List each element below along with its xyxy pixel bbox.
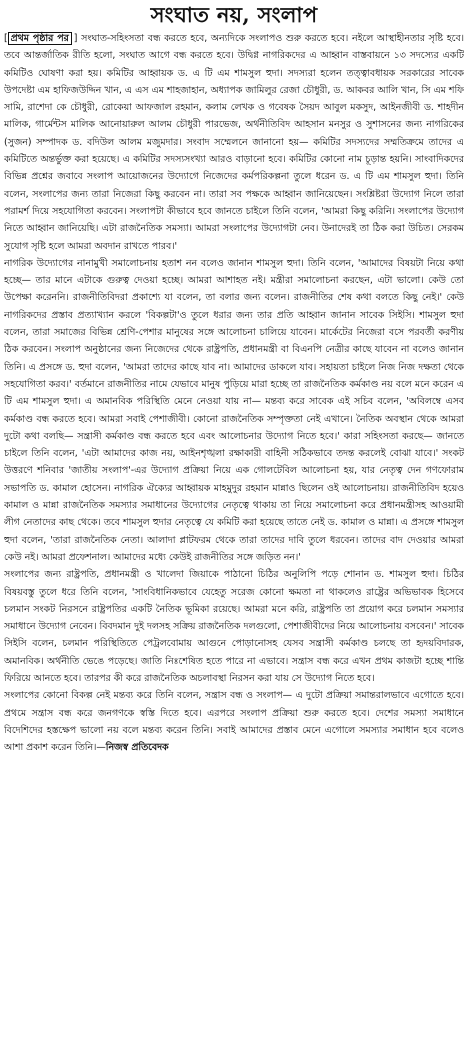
paragraph-text: সংলাপের কোনো বিকল্প নেই মন্তব্য করে তিনি বলেন, সন্ত্রাস বন্ধ ও সংলাপ— এ দুটো প্রক্রিয়া সমান্তরালভাবে এগোতে হবে। প্রথমে সন্ত্রাস বন্ধ করে জনগণকে স্বস্তি দিতে হবে। এরপরে সংলাপ প্রক্রিয়া শুরু করতে হবে। দেশের সমস্যা সমাধানে বিদেশিদের হস্তক্ষেপ ভালো নয় বলে মন্তব্য করেন তিনি। সবাই আমাদের প্রস্তাব মেনে এগোলে সমস্যার সমাধান হবে বলেও আশা প্রকাশ করেন তিনি। [4, 690, 464, 754]
article-body [4, 30, 464, 1048]
continued-from-front-page-label: প্রথম পৃষ্ঠার পর [8, 32, 72, 45]
article-headline: সংঘাত নয়, সংলাপ [150, 2, 318, 27]
byline: নিজস্ব প্রতিবেদক [105, 742, 169, 754]
article-paragraph: সংলাপের জন্য রাষ্ট্রপতি, প্রধানমন্ত্রী ও খালেদা জিয়াকে পাঠানো চিঠির অনুলিপি পড়ে শোনান ড. শামসুল হুদা। চিঠির বিষয়বস্তু তুলে ধরে তিনি বলেন, 'সাংবিধানিকভাবে যেহেতু সরেজ কোনো ক্ষমতা না থাকলেও রাষ্ট্রের অভিভাবক হিসেবে চলমান সংকট নিরসনে রাষ্ট্রপতির একটি নৈতিক ভূমিকা রয়েছে। আমরা মনে করি, রাষ্ট্রপতি তা প্রয়োগ করে চলমান সমস্যার সমাধানে উদ্যোগ নেবেন। বিবদমান দুই দলসহ সক্রিয় রাজনৈতিক দলগুলো, পেশাজীবীদের নিয়ে আলোচনায় বসবেন।' সাবেক সিইসি বলেন, চলমান পরিস্থিতিতে পেট্রলবোমায় আগুনে পোড়ানোসহ যেসব সন্ত্রাসী কর্মকাণ্ড চলছে তা হৃদয়বিদারক, অমানবিক। অর্থনীতি ভেঙে পড়েছে। জাতি নিঃশেষিত হতে পারে না এভাবে। সন্ত্রাস বন্ধ করে এখন প্রথম কাজটা হচ্ছে শান্তি ফিরিয়ে আনতে হবে। তারপর কী করে রাজনৈতিক অচলাবস্থা নিরসন করা যায় সে উদ্যোগ নিতে হবে। [4, 569, 464, 684]
paragraph-text: সংঘাত-সহিংসতা বন্ধ করতে হবে, অন্যদিকে সংলাপও শুরু করতে হবে। নইলে আস্থাহীনতার সৃষ্টি হবে। তবে আন্তর্জাতিক রীতি হলো, সংঘাত আগে বন্ধ করতে হবে। উদ্বিগ্ন নাগরিকদের এ আহ্বান বাস্তবায়নে ১৩ সদস্যের একটি কমিটিও ঘোষণা করা হয়। কমিটির আহ্বায়ক ড. এ টি এম শামসুল হুদা। সদস্যরা হলেন তত্ত্বাবধায়ক সরকারের সাবেক উপদেষ্টা এম হাফিজউদ্দিন খান, এ এস এম শাহজাহান, অধ্যাপক জামিলুর রেজা চৌধুরী, ড. আকবর আলি খান, সি এম শফি সামি, রাশেদা কে চৌধুরী, রোকেয়া আফজাল রহমান, কলাম লেখক ও গবেষক সৈয়দ আবুল মকসুদ, আইনজীবী ড. শাহদীন মালিক, গার্মেন্টস মালিক আনোয়ারুল আলম চৌধুরী পারভেজ, অর্থনীতিবিদ আহসান মনসুর ও সুশাসনের জন্য নাগরিকের (সুজন) সম্পাদক ড. বদিউল আলম মজুমদার। সংবাদ সম্মেলনে জানানো হয়— কমিটির সদস্যদের সম্মতিক্রমে তাদের এ কমিটিতে অন্তর্ভুক্ত করা হয়েছে। এ কমিটির সদস্যসংখ্যা আরও বাড়ানো হবে। কমিটির কোনো নাম চূড়ান্ত হয়নি। সাংবাদিকদের বিভিন্ন প্রশ্নের জবাবে সংলাপ আয়োজনের উদ্যোগে নিজেদের কর্মপরিকল্পনা তুলে ধরেন ড. এ টি এম শামসুল হুদা। তিনি বলেন, সংলাপের জন্য তারা নিজেরা কিছু করবেন না। তারা সব পক্ষকে আহ্বান জানিয়েছেন। সংশ্লিষ্টরা উদ্যোগ নিলে তারা পরামর্শ দিয়ে সহযোগিতা করবেন। সংলাপটা কীভাবে হবে জানতে চাইলে তিনি বলেন, 'আমরা কিছু করিনি। সংলাপের উদ্যোগ নিতে আহ্বান জানিয়েছি। এটা রাজনৈতিক সমস্যা। আমরা সংলাপের উদ্যোগটা নেব। উনাদেরই তা ঠিক করা উচিত। সেরকম সুযোগ সৃষ্টি হলে আমরা অবদান রাখতে পারব।' [4, 33, 464, 252]
article-paragraph [4, 687, 464, 756]
byline-dash: — [96, 742, 106, 754]
article-paragraph: [ প্রথম পৃষ্ঠার পর ] সংঘাত-সহিংসতা বন্ধ করতে হবে, অন্যদিকে সংলাপও শুরু করতে হবে। নইলে আস্থাহীনতার সৃষ্টি হবে। তবে আন্তর্জাতিক রীতি হলো, সংঘাত আগে বন্ধ করতে হবে। উদ্বিগ্ন নাগরিকদের এ আহ্বান বাস্তবায়নে ১৩ সদস্যের একটি কমিটিও ঘোষণা করা হয়। কমিটির আহ্বায়ক ড. এ টি এম শামসুল হুদা। সদস্যরা হলেন তত্ত্বাবধায়ক সরকারের সাবেক উপদেষ্টা এম হাফিজউদ্দিন খান, এ এস এম শাহজাহান, অধ্যাপক জামিলুর রেজা চৌধুরী, ড. আকবর আলি খান, সি এম শফি সামি, রাশেদা কে চৌধুরী, রোকেয়া আফজাল রহমান, কলাম লেখক ও গবেষক সৈয়দ আবুল মকসুদ, আইনজীবী ড. শাহদীন মালিক, গার্মেন্টস মালিক আনোয়ারুল আলম চৌধুরী পারভেজ, অর্থনীতিবিদ আহসান মনসুর ও সুশাসনের জন্য নাগরিকের (সুজন) সম্পাদক ড. বদিউল আলম মজুমদার। সংবাদ সম্মেলনে জানানো হয়— কমিটির সদস্যদের সম্মতিক্রমে তাদের এ কমিটিতে অন্তর্ভুক্ত করা হয়েছে। এ কমিটির সদস্যসংখ্যা আরও বাড়ানো হবে। কমিটির কোনো নাম চূড়ান্ত হয়নি। সাংবাদিকদের বিভিন্ন প্রশ্নের জবাবে সংলাপ আয়োজনের উদ্যোগে নিজেদের কর্মপরিকল্পনা তুলে ধরেন ড. এ টি এম শামসুল হুদা। তিনি বলেন, সংলাপের জন্য তারা নিজেরা কিছু করবেন না। তারা সব পক্ষকে আহ্বান জানিয়েছেন। সংশ্লিষ্টরা উদ্যোগ নিলে তারা পরামর্শ দিয়ে সহযোগিতা করবেন। সংলাপটা কীভাবে হবে জানতে চাইলে তিনি বলেন, 'আমরা কিছু করিনি। সংলাপের উদ্যোগ নিতে আহ্বান জানিয়েছি। এটা রাজনৈতিক সমস্যা। আমরা সংলাপের উদ্যোগটা নেব। উনাদেরই তা ঠিক করা উচিত। সেরকম সুযোগ সৃষ্টি হলে আমরা অবদান রাখতে পারব।' [4, 33, 464, 252]
article-paragraph: নাগরিক উদ্যোগের নানামুখী সমালোচনায় হতাশ নন বলেও জানান শামসুল হুদা। তিনি বলেন, 'আমাদের বিষয়টা নিয়ে কথা হচ্ছে— তার মানে এটাকে গুরুত্ব দেওয়া হচ্ছে। আমরা আশাহত নই। মন্ত্রীরা সমালোচনা করছেন, এটা ভালো। কেউ তো উপেক্ষা করেননি। রাজনীতিবিদরা প্রকাশ্যে যা বলেন, তা বলার জন্য বলেন। রাজনীতির শেষ কথা বলতে কিছু নেই।' কেউ নাগরিকদের প্রস্তাব প্রত্যাখ্যান করলে 'বিকল্পটা'ও তুলে ধরার জন্য তার প্রতি আহ্বান জানান সাবেক সিইসি। শামসুল হুদা বলেন, তারা সমাজের বিভিন্ন শ্রেণি-পেশার মানুষের সঙ্গে আলোচনা চালিয়ে যাবেন। মার্কেটের নিজেরা বসে পরবর্তী করণীয় ঠিক করবেন। সংলাপ অনুষ্ঠানের জন্য নিজেদের থেকে রাষ্ট্রপতি, প্রধানমন্ত্রী বা বিএনপি নেত্রীর কাছে যাবেন না বলেও জানান তিনি। এ প্রসঙ্গে ড. হুদা বলেন, 'আমরা তাদের কাছে যাব না। আমাদের ডাকলে যাব। সহায়তা চাইলে নিজ নিজ দক্ষতা থেকে সহযোগিতা করব।' বর্তমানে রাজনীতির নামে যেভাবে মানুষ পুড়িয়ে মারা হচ্ছে তা রাজনৈতিক কর্মকাণ্ড নয় বলে মনে করেন এ টি এম শামসুল হুদা। এ অমানবিক পরিস্থিতি মেনে নেওয়া যায় না— মন্তব্য করে সাবেক এই সচিব বলেন, 'অবিলম্বে এসব কর্মকাণ্ড বন্ধ করতে হবে। আমরা সবাই পেশাজীবী। কোনো রাজনৈতিক সম্পৃক্ততা নেই এখানে। নৈতিক অবস্থান থেকে আমরা দুটো কথা বলছি— সন্ত্রাসী কর্মকাণ্ড বন্ধ করতে হবে এবং আলোচনার উদ্যোগ নিতে হবে।' কারা সহিংসতা করছে— জানতে চাইলে তিনি বলেন, 'এটা আমাদের কাজ নয়, আইনশৃঙ্খলা রক্ষাকারী বাহিনী সঠিকভাবে তদন্ত করলেই বোঝা যাবে।' সংকট উত্তরণে শনিবার 'জাতীয় সংলাপ'-এর উদ্যোগ প্রক্রিয়া নিয়ে এক গোলটেবিল আলোচনা হয়, যার নেতৃত্ব দেন গণফোরাম সভাপতি ড. কামাল হোসেন। নাগরিক ঐক্যের আহ্বায়ক মাহমুদুর রহমান মান্নাও ছিলেন ওই আলোচনায়। রাজনীতিবিদ হয়েও কামাল ও মান্না রাজনৈতিক সমস্যার সমাধানের উদ্যোগের নেতৃত্বে থাকায় তা নিয়ে সমালোচনা করে প্রধানমন্ত্রীসহ আওয়ামী লীগ নেতাদের কাছ থেকে। তবে শামসুল হুদার নেতৃত্বে যে কমিটি করা হয়েছে তাতে নেই ড. কামাল ও মান্না। এ প্রসঙ্গে শামসুল হুদা বলেন, 'তারা রাজনৈতিক নেতা। আলাদা প্লাটফরম থেকে তারা তাদের দাবি তুলে ধরবেন। তাদের বাদ দেওয়ার আমরা কেউ নই। আমরা প্রফেশনাল। আমাদের মধ্যে কেউই রাজনীতির সঙ্গে জড়িত নন।' [4, 257, 464, 563]
